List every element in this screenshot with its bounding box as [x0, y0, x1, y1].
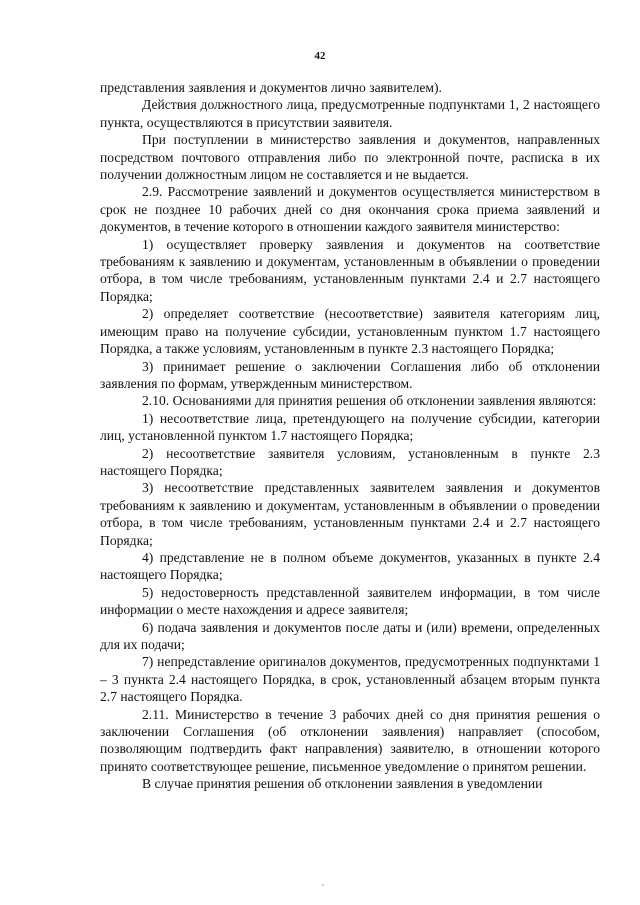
paragraph: 2) несоответствие заявителя условиям, установленным в пункте 2.3 настоящего Порядка; — [100, 445, 600, 478]
paragraph: 3) принимает решение о заключении Соглашения либо об отклонении заявления по формам, утвержденным министерством. — [100, 358, 600, 391]
document-body — [100, 79, 600, 793]
paragraph: 6) подача заявления и документов после даты и (или) времени, определенных для их подачи; — [100, 619, 600, 652]
paragraph: 5) недостоверность представленной заявителем информации, в том числе информации о месте нахождения и адресе заявителя; — [100, 584, 600, 618]
paragraph: 3) несоответствие представленных заявителем заявления и документов требованиям к заявлению и документам, установленным в объявлении о проведении отбора, в том числе требованиям, установленным пунктами 2.4 и 2.7 настоящего Порядка; — [100, 480, 600, 548]
paragraph: 1) осуществляет проверку заявления и документов на соответствие требованиям к заявлению и документам, установленным в объявлении о проведении отбора, в том числе требованиям, установленным пунктами 2.4 и 2.7 настоящего Порядка; — [100, 236, 600, 304]
paragraph: 1) несоответствие лица, претендующего на получение субсидии, категории лиц, установленной пунктом 1.7 настоящего Порядка; — [100, 410, 600, 444]
paragraph: 7) непредставление оригиналов документов, предусмотренных подпунктами 1 – 3 пункта 2.4 настоящего Порядка, в срок, установленный абзацем вторым пункта 2.7 настоящего Порядка. — [100, 654, 600, 705]
paragraph: 2.9. Рассмотрение заявлений и документов осуществляется министерством в срок не позднее 10 рабочих дней со дня окончания срока приема заявлений и документов, в течение которого в отношении каждого заявителя министерство: — [100, 184, 600, 235]
paragraph: 2) определяет соответствие (несоответствие) заявителя категориям лиц, имеющим право на получение субсидии, установленным пунктом 1.7 настоящего Порядка, а также условиям, установленным в пункте 2.3 настоящего Порядка; — [100, 306, 600, 357]
page-number: 42 — [314, 50, 326, 62]
scan-speck — [322, 884, 324, 886]
paragraph: представления заявления и документов лично заявителем). — [100, 80, 442, 95]
paragraph: 2.10. Основаниями для принятия решения об отклонении заявления являются: — [142, 393, 597, 409]
paragraph: В случае принятия решения об отклонении заявления в уведомлении — [142, 776, 543, 792]
paragraph: Действия должностного лица, предусмотренные подпунктами 1, 2 настоящего пункта, осуществляются в присутствии заявителя. — [100, 97, 600, 130]
paragraph: 4) представление не в полном объеме документов, указанных в пункте 2.4 настоящего Порядка; — [100, 549, 600, 583]
paragraph: При поступлении в министерство заявления и документов, направленных посредством почтового отправления либо по электронной почте, расписка в их получении должностным лицом не составляется и не выдается. — [100, 132, 600, 183]
paragraph: 2.11. Министерство в течение 3 рабочих дней со дня принятия решения о заключении Соглашения (об отклонении заявления) направляет (способом, позволяющим подтвердить факт направления) заявителю, в отношении которого принято соответствующее решение, письменное уведомление о принятом решении. — [100, 706, 600, 774]
